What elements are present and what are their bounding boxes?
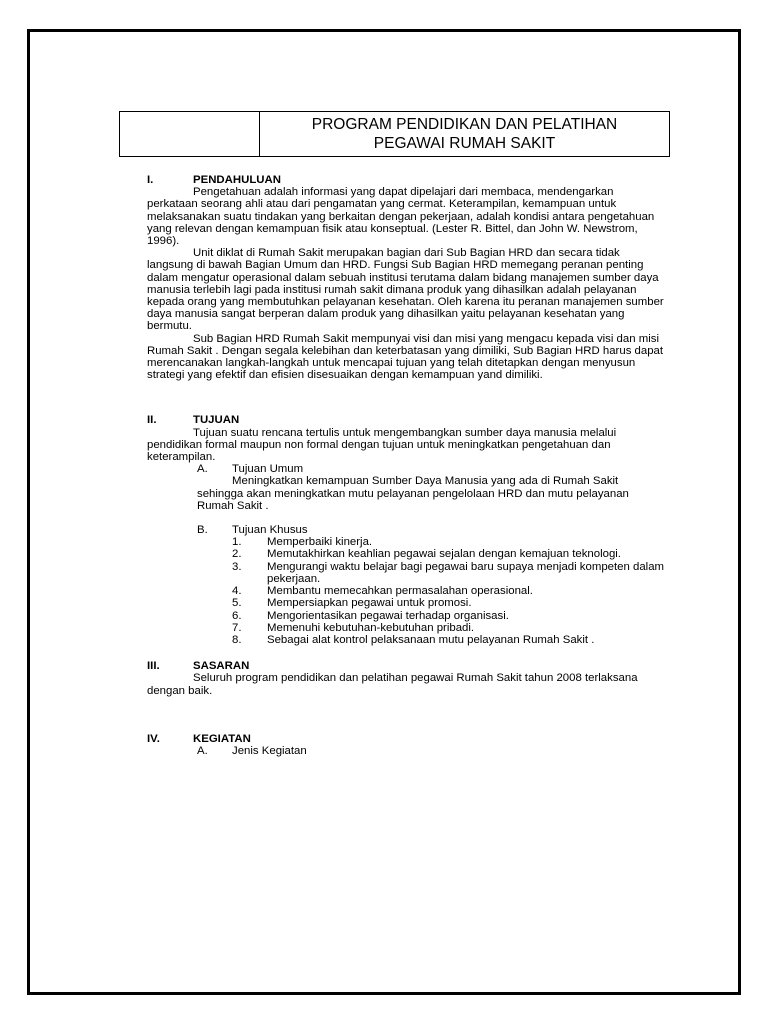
section-heading-pendahuluan [147,174,667,186]
list-item [232,610,667,622]
section-heading-kegiatan [147,733,667,745]
section-title: PENDAHULUAN [193,174,281,186]
section-number: I. [147,174,154,186]
section-heading-tujuan [147,414,667,426]
subsection-heading-tujuan-umum [147,463,667,475]
section-title: KEGIATAN [193,732,251,745]
subsection-title: Tujuan Umum [232,463,304,476]
list-item-number: 1. [232,536,242,549]
header-title-line2: PEGAWAI RUMAH SAKIT [373,135,556,152]
list-item [232,597,667,609]
section-title: SASARAN [193,660,250,673]
list-item-text: Mengurangi waktu belajar bagi pegawai baru supaya menjadi kompeten dalam pekerjaan. [267,560,665,585]
subsection-title: Jenis Kegiatan [232,744,307,757]
subsection-title: Tujuan Khusus [232,524,308,537]
list-item [232,548,667,560]
list-item-number: 5. [232,597,242,610]
list-item-text: Membantu memecahkan permasalahan operasional. [267,585,533,598]
list-item [232,561,667,585]
list-item-text: Mempersiapkan pegawai untuk promosi. [267,597,472,610]
paragraph: Tujuan suatu rencana tertulis untuk mengembangkan sumber daya manusia melalui pendidikan formal maupun non formal dengan tujuan untuk meningkatkan pengetahuan dan keterampilan. [147,426,617,464]
list-item-number: 8. [232,633,242,646]
list-item [232,634,667,646]
section-heading-sasaran [147,660,667,672]
document-body [147,174,667,757]
tujuan-khusus-list [147,536,667,646]
list-item [232,622,667,634]
paragraph: Meningkatkan kemampuan Sumber Daya Manusia yang ada di Rumah Sakit sehingga akan meningkatkan mutu pelayanan pengelolaan HRD dan mutu pelayanan Rumah Sakit . [197,475,629,512]
paragraph: Sub Bagian HRD Rumah Sakit mempunyai visi dan misi yang mengacu kepada visi dan misi Rumah Sakit . Dengan segala kelebihan dan keterbatasan yang dimiliki, Sub Bagian HRD harus dapat merencanakan langkah-langkah untuk mencapai tujuan yang telah ditetapkan dengan menyusun strategi yang efektif dan efisien disesuaikan dengan kemampuan yand dimiliki. [147,332,664,382]
list-item-number: 6. [232,609,242,622]
list-item-text: Memperbaiki kinerja. [267,536,373,549]
list-item-number: 4. [232,585,242,598]
list-item [232,536,667,548]
subsection-heading-tujuan-khusus [147,524,667,536]
list-item-text: Memenuhi kebutuhan-kebutuhan pribadi. [267,621,475,634]
subsection-heading-jenis-kegiatan [147,745,667,757]
header-table [119,111,670,157]
list-item-text: Memutakhirkan keahlian pegawai sejalan dengan kemajuan teknologi. [267,548,621,561]
paragraph: Unit diklat di Rumah Sakit merupakan bagian dari Sub Bagian HRD dan secara tidak langsung di bawah Bagian Umum dan HRD. Fungsi Sub Bagian HRD memegang peranan penting dalam mengatur operasional dalam sebuah institusi terutama dalam bidang manajemen sumber daya manusia terlebih lagi pada institusi rumah sakit dimana produk yang dihasilkan adalah pelayanan kepada orang yang membutuhkan pelayanan kesehatan. Oleh karena itu peranan manajemen sumber daya manusia sangat berperan dalam produk yang dihasilkan yaitu pelayanan kesehatan yang bermutu. [147,247,664,333]
list-item-number: 2. [232,548,242,561]
section-title: TUJUAN [193,414,240,427]
list-item-number: 7. [232,621,242,634]
section-number: III. [147,660,160,673]
subsection-letter: B. [197,524,208,537]
paragraph: Seluruh program pendidikan dan pelatihan pegawai Rumah Sakit tahun 2008 terlaksana dengan baik. [147,672,638,697]
paragraph: Pengetahuan adalah informasi yang dapat dipelajari dari membaca, mendengarkan perkataan seorang ahli atau dari pengamatan yang cermat. Keterampilan, kemampuan untuk melaksanakan suatu tindakan yang berkaitan dengan pekerjaan, adalah kondisi antara pengetahuan yang relevan dengan kemampuan fisik atau konseptual. (Lester R. Bittel, dan John W. Newstrom, 1996). [147,186,655,248]
header-title-line1: PROGRAM PENDIDIKAN DAN PELATIHAN [311,116,618,133]
header-title-cell [260,112,669,156]
list-item-text: Mengorientasikan pegawai terhadap organisasi. [267,609,509,622]
subsection-letter: A. [197,744,208,757]
header-left-cell [120,112,260,156]
subsection-letter: A. [197,463,208,476]
list-item-number: 3. [232,560,242,573]
list-item-text: Sebagai alat kontrol pelaksanaan mutu pelayanan Rumah Sakit . [267,633,595,646]
section-number: IV. [147,732,160,745]
section-number: II. [147,414,157,427]
list-item [232,585,667,597]
